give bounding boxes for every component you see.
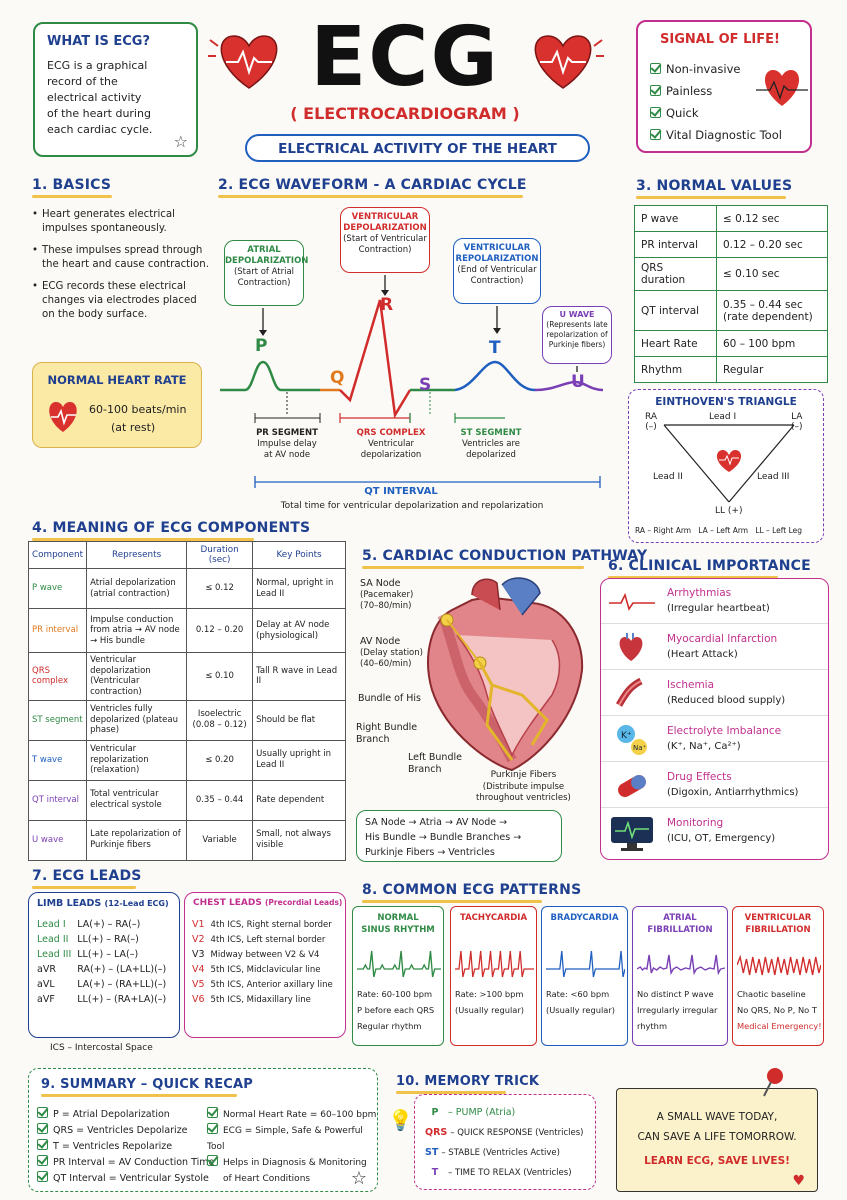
basics-item: • ECG records these electrical changes via electrodes placed on the body surface. bbox=[32, 280, 212, 322]
einthoven-ra: RA (–) bbox=[645, 412, 658, 432]
lead-row: Lead I LA(+) – RA(–) bbox=[37, 919, 141, 930]
heart-icon bbox=[518, 28, 608, 94]
normal-values-table: P wave ≤ 0.12 sec PR interval 0.12 – 0.20 sec QRS duration ≤ 0.10 sec QT interval 0.35 – 0.44 sec (rate dependent) Heart Rate 60 – 100 bpm Rhythm Regular bbox=[634, 205, 828, 383]
note-line: LEARN ECG, SAVE LIVES! bbox=[644, 1155, 790, 1167]
atrial-box: ATRIAL DEPOLARIZATION (Start of Atrial Contraction) bbox=[224, 240, 304, 306]
summary-item: Helps in Diagnosis & Monitoring bbox=[207, 1155, 377, 1171]
clinical-item: Myocardial Infarction (Heart Attack) bbox=[601, 625, 828, 670]
lead-row: Lead III LL(+) – LA(–) bbox=[37, 949, 139, 960]
pattern-title: FIBRILLATION bbox=[647, 925, 713, 935]
ions-icon bbox=[615, 723, 649, 757]
wave-s-label: S bbox=[419, 375, 432, 395]
rbb-label: Right Bundle Branch bbox=[356, 722, 418, 746]
normal-heart-rate-card bbox=[32, 362, 202, 448]
wave-p-label: P bbox=[255, 336, 268, 356]
pr-segment-label: PR SEGMENT Impulse delay at AV node bbox=[256, 428, 318, 461]
what-is-ecg-card bbox=[33, 22, 198, 157]
pattern-card bbox=[632, 906, 728, 1046]
lead-ii-label: Lead II bbox=[653, 472, 683, 482]
page-subtitle: ( ELECTROCARDIOGRAM ) bbox=[290, 104, 520, 123]
col-header: Component bbox=[29, 542, 87, 569]
memory-row: P – PUMP (Atria) bbox=[431, 1107, 516, 1118]
star-icon: ☆ bbox=[173, 132, 188, 151]
star-icon: ☆ bbox=[350, 1168, 367, 1189]
note-line: A SMALL WAVE TODAY, bbox=[656, 1111, 778, 1123]
purkinje-label: Purkinje Fibers (Distribute impulse throughout ventricles) bbox=[476, 770, 571, 803]
einthoven-ll: LL (+) bbox=[715, 506, 743, 516]
pattern-title: ATRIAL bbox=[663, 913, 697, 923]
check-icon bbox=[37, 1155, 48, 1166]
memory-row: ST – STABLE (Ventricles Active) bbox=[425, 1147, 560, 1158]
check-icon bbox=[37, 1171, 48, 1182]
einthoven-card bbox=[628, 389, 824, 543]
heart-icon bbox=[43, 399, 83, 435]
memory-row: T – TIME TO RELAX (Ventricles) bbox=[431, 1167, 572, 1178]
basics-item: • These impulses spread through the heart and cause contraction. bbox=[32, 244, 212, 272]
pattern-waveform bbox=[357, 947, 441, 981]
lead-row: V6 5th ICS, Midaxillary line bbox=[192, 994, 311, 1005]
signal-item: Painless bbox=[650, 80, 782, 102]
col-header: Duration (sec) bbox=[187, 542, 253, 569]
check-icon bbox=[650, 85, 661, 96]
pattern-line: Rate: <60 bpm bbox=[546, 989, 610, 999]
pattern-waveform bbox=[455, 947, 534, 981]
pattern-line: Chaotic baseline bbox=[737, 989, 806, 999]
normal-values-title: 3. NORMAL VALUES bbox=[636, 178, 792, 199]
lead-row: V2 4th ICS, Left sternal border bbox=[192, 934, 326, 945]
signal-title: SIGNAL OF LIFE! bbox=[660, 32, 780, 47]
lead-row: V3 Midway between V2 & V4 bbox=[192, 949, 320, 960]
lead-row: Lead II LL(+) – RA(–) bbox=[37, 934, 139, 945]
lead-row: V1 4th ICS, Right sternal border bbox=[192, 919, 332, 930]
pushpin-icon bbox=[760, 1066, 786, 1100]
pattern-line: No distinct P wave bbox=[637, 989, 714, 999]
patterns-title: 8. COMMON ECG PATTERNS bbox=[362, 882, 581, 903]
pattern-card bbox=[732, 906, 824, 1046]
pattern-line: (Usually regular) bbox=[455, 1005, 525, 1015]
pattern-line: Irregularly irregular bbox=[637, 1005, 718, 1015]
clinical-item: Monitoring (ICU, OT, Emergency) bbox=[601, 809, 828, 854]
pattern-title: TACHYCARDIA bbox=[459, 913, 528, 923]
pattern-line: (Usually regular) bbox=[546, 1005, 616, 1015]
pattern-line: Medical Emergency! bbox=[737, 1021, 822, 1031]
artery-icon bbox=[615, 677, 647, 709]
wave-r-label: R bbox=[380, 295, 394, 315]
sa-node-label: SA Node (Pacemaker) (70–80/min) bbox=[360, 578, 414, 612]
signal-item: Vital Diagnostic Tool bbox=[650, 124, 782, 146]
pattern-title: VENTRICULAR bbox=[744, 913, 812, 923]
bulb-icon: 💡 bbox=[388, 1108, 413, 1132]
check-icon bbox=[650, 107, 661, 118]
what-is-line: of the heart during bbox=[47, 107, 151, 120]
memory-title: 10. MEMORY TRICK bbox=[396, 1074, 539, 1094]
pattern-line: Rate: 60-100 bpm bbox=[357, 989, 433, 999]
pattern-card bbox=[450, 906, 537, 1046]
heart-diagram bbox=[412, 575, 588, 775]
check-icon bbox=[207, 1155, 218, 1166]
qt-interval-note: Total time for ventricular depolarization and repolarization bbox=[280, 501, 544, 511]
lead-row: V5 5th ICS, Anterior axillary line bbox=[192, 979, 333, 990]
basics-list bbox=[32, 208, 212, 330]
memory-row: QRS – QUICK RESPONSE (Ventricles) bbox=[425, 1127, 584, 1138]
table-row: PR interval Impulse conduction from atria → AV node → His bundle 0.12 – 0.20 Delay at AV node (physiological) bbox=[29, 609, 346, 653]
summary-title: 9. SUMMARY – QUICK RECAP bbox=[41, 1077, 253, 1097]
ecg-waveform bbox=[215, 270, 615, 500]
his-label: Bundle of His bbox=[358, 693, 422, 704]
st-segment-label: ST SEGMENT Ventricles are depolarized bbox=[460, 428, 522, 461]
av-node-label: AV Node (Delay station) (40–60/min) bbox=[360, 636, 423, 670]
sticky-note bbox=[616, 1088, 818, 1192]
ventricular-repolarization-box: VENTRICULAR REPOLARIZATION (End of Ventricular Contraction) bbox=[453, 238, 541, 304]
leads-title: 7. ECG LEADS bbox=[32, 868, 142, 889]
check-icon bbox=[37, 1123, 48, 1134]
table-row: P wave Atrial depolarization (atrial contraction) ≤ 0.12 Normal, upright in Lead II bbox=[29, 569, 346, 609]
conduction-pathway-box: SA Node → Atria → AV Node → His Bundle → Bundle Branches → Purkinje Fibers → Ventricles bbox=[356, 810, 562, 862]
summary-item: P = Atrial Depolarization bbox=[37, 1107, 214, 1123]
components-table bbox=[28, 541, 346, 861]
what-is-line: electrical activity bbox=[47, 91, 142, 104]
wave-t-label: T bbox=[489, 338, 501, 358]
meaning-title: 4. MEANING OF ECG COMPONENTS bbox=[32, 520, 310, 541]
pattern-line: No QRS, No P, No T bbox=[737, 1005, 817, 1015]
table-row: U wave Late repolarization of Purkinje fibers Variable Small, not always visible bbox=[29, 820, 346, 860]
what-is-line: each cardiac cycle. bbox=[47, 123, 153, 136]
pill-icon bbox=[615, 771, 649, 801]
ics-note: ICS – Intercostal Space bbox=[50, 1043, 153, 1053]
col-header: Key Points bbox=[253, 542, 346, 569]
ventricular-depolarization-box: VENTRICULAR DEPOLARIZATION (Start of Ventricular Contraction) bbox=[340, 207, 430, 273]
signal-of-life-card bbox=[636, 20, 812, 153]
ecg-line-icon bbox=[609, 591, 655, 611]
svg-text:Na⁺: Na⁺ bbox=[633, 744, 647, 752]
what-is-line: ECG is a graphical bbox=[47, 59, 148, 72]
check-icon bbox=[207, 1123, 218, 1134]
what-is-title: WHAT IS ECG? bbox=[47, 34, 151, 49]
basics-title: 1. BASICS bbox=[32, 177, 112, 198]
einthoven-triangle bbox=[659, 420, 799, 505]
pattern-line: rhythm bbox=[637, 1021, 668, 1031]
chest-leads-card: CHEST LEADS (Precordial Leads) V1 4th ICS, Right sternal border V2 4th ICS, Left sternal border V3 Midway between V2 & V4 V4 5th ICS, Midclavicular line V5 5th ICS, Anterior axillary line V6 5th ICS, Midaxillary line bbox=[184, 892, 346, 1038]
conduction-title: 5. CARDIAC CONDUCTION PATHWAY bbox=[362, 548, 647, 569]
heart-icon bbox=[204, 28, 294, 94]
nhr-title: NORMAL HEART RATE bbox=[47, 373, 187, 387]
table-row: QT interval Total ventricular electrical systole 0.35 – 0.44 Rate dependent bbox=[29, 780, 346, 820]
summary-card bbox=[28, 1068, 378, 1192]
lead-i-label: Lead I bbox=[709, 412, 737, 422]
pattern-card bbox=[541, 906, 628, 1046]
einthoven-la: LA (–) bbox=[791, 412, 803, 432]
pattern-waveform bbox=[637, 947, 725, 981]
clinical-item: Ischemia (Reduced blood supply) bbox=[601, 671, 828, 716]
monitor-icon bbox=[609, 815, 655, 853]
wave-u-label: U bbox=[571, 372, 585, 392]
summary-item: QT Interval = Ventricular Systole bbox=[37, 1171, 214, 1187]
pattern-title: BRADYCARDIA bbox=[550, 913, 619, 923]
check-icon bbox=[37, 1139, 48, 1150]
signal-item: Non-invasive bbox=[650, 58, 782, 80]
pattern-card bbox=[352, 906, 444, 1046]
waveform-title: 2. ECG WAVEFORM - A CARDIAC CYCLE bbox=[218, 177, 527, 198]
lead-row: V4 5th ICS, Midclavicular line bbox=[192, 964, 321, 975]
wave-q-label: Q bbox=[330, 368, 345, 388]
summary-item: ECG = Simple, Safe & Powerful Tool bbox=[207, 1123, 377, 1155]
summary-item: Normal Heart Rate = 60–100 bpm bbox=[207, 1107, 377, 1123]
lbb-label: Left Bundle Branch bbox=[408, 752, 462, 776]
summary-item: T = Ventricles Repolarize bbox=[37, 1139, 214, 1155]
qrs-complex-label: QRS COMPLEX Ventricular depolarization bbox=[356, 428, 426, 461]
check-icon bbox=[37, 1107, 48, 1118]
check-icon bbox=[207, 1107, 218, 1118]
einthoven-title: EINTHOVEN'S TRIANGLE bbox=[655, 396, 797, 408]
check-icon bbox=[650, 63, 661, 74]
memory-card bbox=[414, 1094, 596, 1190]
clinical-title: 6. CLINICAL IMPORTANCE bbox=[608, 558, 811, 579]
heart-icon bbox=[756, 66, 808, 110]
summary-item: of Heart Conditions bbox=[223, 1174, 311, 1184]
table-row: ST segment Ventricles fully depolarized (plateau phase) Isoelectric (0.08 – 0.12) Should be flat bbox=[29, 700, 346, 740]
pattern-line: Regular rhythm bbox=[357, 1021, 422, 1031]
clinical-list bbox=[600, 578, 829, 860]
pattern-title: FIBRILLATION bbox=[745, 925, 811, 935]
pattern-title: SINUS RHYTHM bbox=[361, 925, 435, 935]
nhr-note: (at rest) bbox=[111, 421, 156, 434]
col-header: Represents bbox=[87, 542, 187, 569]
qt-interval-label: QT INTERVAL bbox=[364, 486, 438, 497]
u-wave-box: U WAVE (Represents late repolarization of Purkinje fibers) bbox=[542, 306, 612, 364]
limb-leads-card: LIMB LEADS (12-Lead ECG) Lead I LA(+) – RA(–) Lead II LL(+) – RA(–) Lead III LL(+) – LA(–) aVR RA(+) – (LA+LL)(–) aVL LA(+) – (RA+LL)(–) aVF LL(+) – (RA+LA)(–) bbox=[28, 892, 180, 1038]
basics-item: • Heart generates electrical impulses spontaneously. bbox=[32, 208, 212, 236]
lead-row: aVF LL(+) – (RA+LA)(–) bbox=[37, 994, 167, 1005]
nhr-value: 60-100 beats/min bbox=[89, 403, 187, 416]
heart-organ-icon bbox=[615, 631, 647, 663]
summary-item: PR Interval = AV Conduction Time bbox=[37, 1155, 214, 1171]
clinical-item: Drug Effects (Digoxin, Antiarrhythmics) bbox=[601, 763, 828, 808]
pattern-title: NORMAL bbox=[377, 913, 419, 923]
heart-icon: ♥ bbox=[792, 1173, 805, 1189]
lead-row: aVL LA(+) – (RA+LL)(–) bbox=[37, 979, 167, 990]
svg-text:K⁺: K⁺ bbox=[621, 731, 632, 741]
table-row: T wave Ventricular repolarization (relaxation) ≤ 0.20 Usually upright in Lead II bbox=[29, 740, 346, 780]
pattern-waveform bbox=[737, 947, 821, 981]
page-title: ECG bbox=[310, 10, 500, 105]
note-line: CAN SAVE A LIFE TOMORROW. bbox=[637, 1131, 797, 1143]
check-icon bbox=[650, 129, 661, 140]
summary-item: QRS = Ventricles Depolarize bbox=[37, 1123, 214, 1139]
signal-item: Quick bbox=[650, 102, 782, 124]
what-is-line: record of the bbox=[47, 75, 118, 88]
einthoven-legend: RA – Right Arm LA – Left Arm LL – Left Leg bbox=[635, 526, 803, 535]
pattern-waveform bbox=[546, 947, 625, 981]
banner: ELECTRICAL ACTIVITY OF THE HEART bbox=[245, 134, 590, 162]
clinical-item: Arrhythmias (Irregular heartbeat) bbox=[601, 579, 828, 624]
lead-row: aVR RA(+) – (LA+LL)(–) bbox=[37, 964, 167, 975]
table-row: QRS complex Ventricular depolarization (Ventricular contraction) ≤ 0.10 Tall R wave in Lead II bbox=[29, 653, 346, 701]
lead-iii-label: Lead III bbox=[757, 472, 790, 482]
pattern-line: P before each QRS bbox=[357, 1005, 435, 1015]
clinical-item: K⁺ Na⁺ Electrolyte Imbalance (K⁺, Na⁺, Ca²⁺) bbox=[601, 717, 828, 762]
pattern-line: Rate: >100 bpm bbox=[455, 989, 524, 999]
